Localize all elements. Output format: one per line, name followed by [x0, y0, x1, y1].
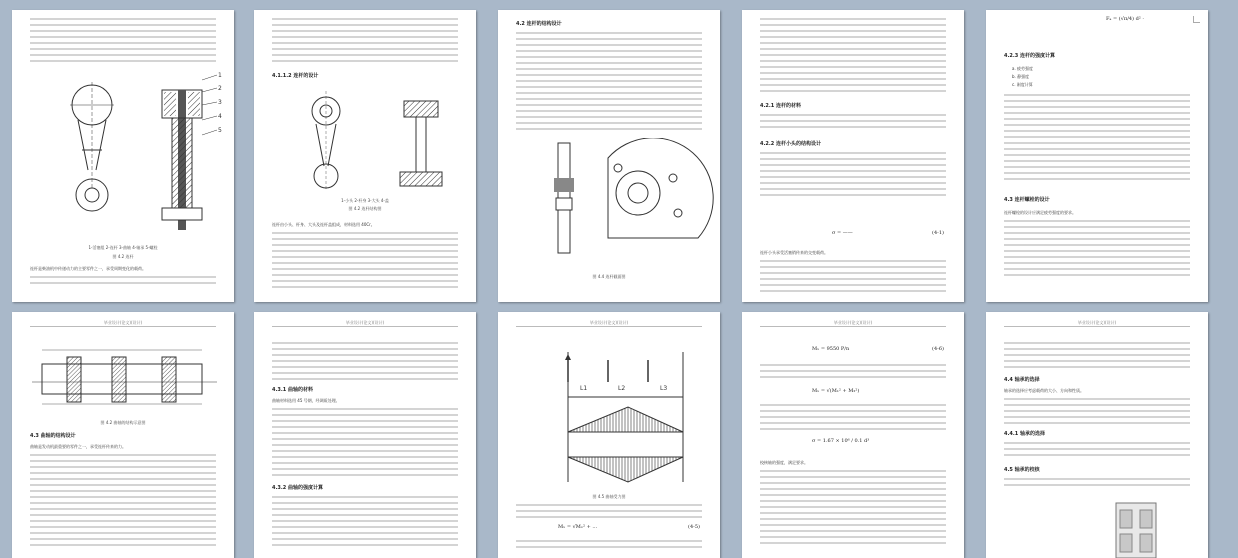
section-heading: 4.4 轴承的选择: [1004, 377, 1040, 383]
dimension-label-l2: L2: [618, 385, 626, 392]
page-header: 毕业设计(论文)(设计): [1077, 320, 1117, 325]
dimension-label-l3: L3: [660, 385, 668, 392]
dimension-label-l1: L1: [580, 385, 588, 392]
svg-text:2: 2: [218, 85, 222, 92]
force-diagram: [498, 342, 720, 492]
document-page-1[interactable]: [12, 10, 234, 302]
list-item: b. 静强度: [1012, 74, 1030, 79]
document-page-8[interactable]: [498, 312, 720, 558]
section-heading: 4.2.1 连杆的材料: [760, 103, 801, 109]
section-heading: 4.4.1 轴承的选择: [1004, 431, 1045, 437]
equation: Mₓ = √Mₓ² + ...: [558, 524, 598, 530]
body-paragraph: 连杆由小头、杆身、大头及连杆盖组成，材料选用 40Cr。: [272, 222, 375, 227]
section-heading: 4.3.2 曲轴的强度计算: [272, 485, 323, 491]
document-page-3[interactable]: [498, 10, 720, 302]
page-header: 毕业设计(论文)(设计): [589, 320, 629, 325]
svg-text:3: 3: [218, 99, 222, 106]
section-heading: 4.1.1.2 连杆的设计: [272, 73, 319, 79]
section-heading: 4.2.3 连杆的强度计算: [1004, 53, 1055, 59]
figure-caption: 1-活塞组 2-连杆 3-曲轴 4-轴承 5-螺栓: [88, 245, 158, 250]
document-page-4[interactable]: [742, 10, 964, 302]
page-header: 毕业设计(论文)(设计): [833, 320, 873, 325]
section-heading: 4.3 连杆螺栓的设计: [1004, 197, 1050, 203]
svg-text:1: 1: [218, 72, 222, 79]
figure-title: 图 4.2 连杆: [112, 254, 134, 259]
section-heading: 4.5 轴承的校核: [1004, 467, 1040, 473]
body-paragraph: 连杆是柴油机中传递动力的主要零件之一，承受周期变化的载荷。: [30, 266, 146, 271]
bearing-figure: [1106, 498, 1166, 558]
equation: Mₓ = √(M₁² + M₂²): [812, 388, 860, 394]
figure-title: 图 4.2 连杆结构图: [348, 206, 382, 211]
body-paragraph: 连杆小头承受活塞销传来的交变载荷。: [760, 250, 828, 255]
body-paragraph: 连杆螺栓的设计应满足疲劳强度的要求。: [1004, 210, 1076, 215]
document-page-9[interactable]: [742, 312, 964, 558]
document-page-6[interactable]: [12, 312, 234, 558]
document-page-7[interactable]: [254, 312, 476, 558]
page-header: 毕业设计(论文)(设计): [103, 320, 143, 325]
list-item: c. 刚度计算: [1012, 82, 1033, 87]
section-heading: 4.2.2 连杆小头的结构设计: [760, 141, 821, 147]
figure-title: 图 4.5 曲轴受力图: [592, 494, 626, 499]
figure-labels: 1-小头 2-杆身 3-大头 4-盖: [341, 198, 389, 203]
document-page-2[interactable]: [254, 10, 476, 302]
equation-number: (4-5): [688, 524, 700, 530]
equation-number: (4-1): [932, 230, 944, 236]
document-page-5[interactable]: [986, 10, 1208, 302]
equation: Fₐ = (√π/4) d² ·: [1106, 16, 1144, 22]
crankshaft-figure: [12, 342, 234, 417]
section-heading: 4.3 曲轴的结构设计: [30, 433, 76, 439]
connecting-rod-drawing: [254, 86, 476, 196]
body-paragraph: 校核轴的强度，满足要求。: [760, 460, 808, 465]
document-page-10[interactable]: [986, 312, 1208, 558]
equation-number: (4-6): [932, 346, 944, 352]
section-heading: 4.2 连杆的结构设计: [516, 21, 562, 27]
svg-text:4: 4: [218, 113, 222, 120]
figure-title: 图 4.4 连杆截面图: [592, 274, 626, 279]
body-paragraph: 曲轴材料选用 45 号钢，经调质处理。: [272, 398, 340, 403]
equation: σ = 1.67 × 10⁶ / 0.1 d³: [812, 438, 870, 444]
svg-text:5: 5: [218, 127, 222, 134]
body-paragraph: 曲轴是发动机最重要的零件之一，承受连杆传来的力。: [30, 444, 126, 449]
figure-title: 图 4.2 曲轴的结构示意图: [100, 420, 146, 425]
connecting-rod-figure: [12, 70, 234, 240]
page-corner-mark: [1193, 16, 1200, 23]
section-heading: 4.3.1 曲轴的材料: [272, 387, 313, 393]
rod-section-figure: [498, 138, 720, 268]
equation: Mₓ = 9550 P/n: [812, 346, 850, 352]
page-header: 毕业设计(论文)(设计): [345, 320, 385, 325]
list-item: a. 疲劳强度: [1012, 66, 1033, 71]
body-paragraph: 轴承的选择应考虑载荷的大小、方向和性质。: [1004, 388, 1084, 393]
equation: σ = ——: [832, 230, 853, 236]
